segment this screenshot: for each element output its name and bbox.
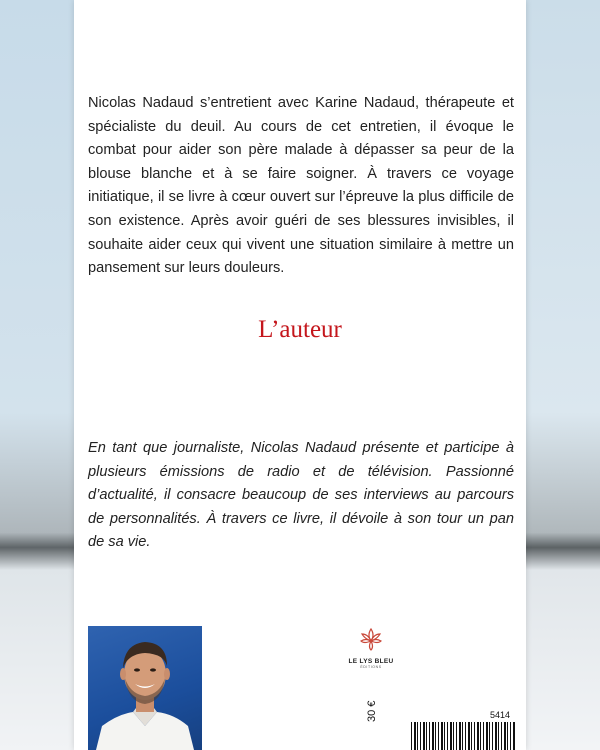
author-photo: [88, 626, 202, 750]
price-label: 30 €: [366, 700, 378, 722]
product-code: 5414: [490, 710, 511, 720]
author-heading: L’auteur: [258, 316, 342, 343]
publisher-name: LE LYS BLEU: [348, 658, 394, 665]
author-portrait-icon: [88, 626, 202, 750]
background-left: [0, 0, 75, 750]
author-bio: En tant que journaliste, Nicolas Nadaud présente et participe à plusieurs émissions de radio et de télévision. Passionné d’actualité, il consacre beaucoup de ses interviews au parcours de personnalités. À travers ce livre, il dévoile à son tour un pan de sa vie.: [88, 440, 514, 551]
cut-off-title: [74, 0, 526, 2]
barcode: [411, 722, 515, 750]
publisher-logo: [336, 626, 406, 676]
background-right: [525, 0, 600, 750]
publisher-subtitle: ÉDITIONS: [360, 665, 382, 669]
book-summary: Nicolas Nadaud s’entretient avec Karine Nadaud, thérapeute et spécialiste du deuil. Au cours de cet entretien, il évoque le combat pour aider son père malade à dépasser sa peur de la blouse blanche et à se faire soigner. À travers ce voyage initiatique, il se livre à cœur ouvert sur l’épreuve la plus difficile de son existence. Après avoir guéri de ses blessures invisibles, il souhaite aider ceux qui vivent une situation similaire à mettre un pansement sur leurs douleurs.: [88, 95, 514, 277]
book-back-cover: [74, 0, 526, 750]
lotus-logo-icon: [358, 626, 384, 652]
